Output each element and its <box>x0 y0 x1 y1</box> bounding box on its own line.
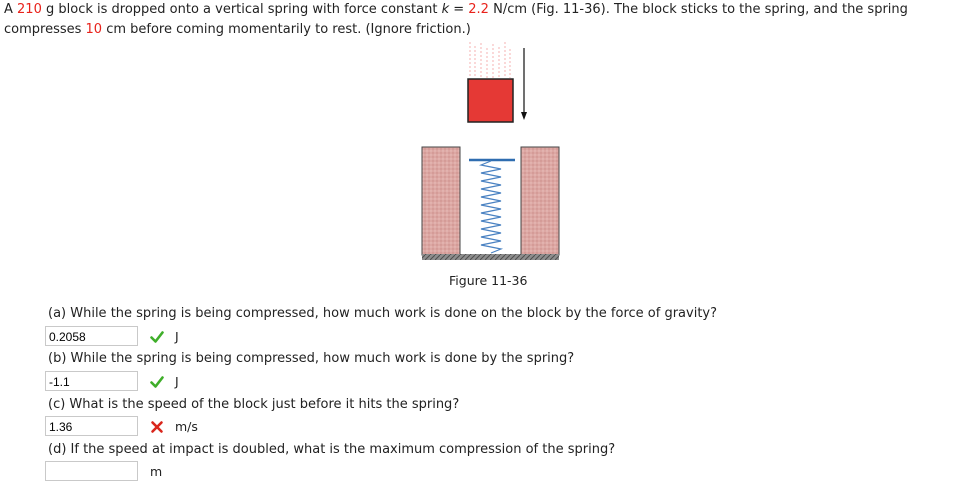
problem-text-3: = <box>449 2 469 17</box>
falling-block <box>468 79 513 122</box>
problem-text-5: cm before coming momentarily to rest. (Ignore friction.) <box>102 22 471 37</box>
compression-value: 10 <box>85 22 103 37</box>
ground <box>422 254 559 260</box>
problem-text-2: g block is dropped onto a vertical spring with force constant <box>41 2 442 17</box>
question-c-label: (c) What is the speed of the block just before it hits the spring? <box>48 397 460 412</box>
checkmark-icon <box>150 375 164 389</box>
question-d-label: (d) If the speed at impact is doubled, what is the maximum compression of the spring? <box>48 442 616 457</box>
answer-d-input[interactable] <box>45 461 138 481</box>
answer-c-unit: m/s <box>175 419 198 434</box>
answer-a-input[interactable] <box>45 326 138 346</box>
answer-a-unit: J <box>175 329 179 344</box>
checkmark-icon <box>150 330 164 344</box>
k-value: 2.2 <box>468 2 489 17</box>
question-b-label: (b) While the spring is being compressed, how much work is done by the spring? <box>48 351 575 366</box>
motion-lines <box>470 42 510 78</box>
problem-text-1: A <box>4 2 18 17</box>
problem-statement <box>4 0 959 40</box>
right-wall <box>521 147 559 255</box>
spring-coil <box>481 161 501 253</box>
answer-d-unit: m <box>150 464 163 479</box>
k-symbol: k <box>441 2 450 17</box>
answer-c-input[interactable] <box>45 416 138 436</box>
mass-value: 210 <box>17 2 42 17</box>
answer-b-input[interactable] <box>45 371 138 391</box>
left-wall <box>422 147 460 255</box>
figure-caption: Figure 11-36 <box>449 273 528 288</box>
cross-icon <box>150 420 164 434</box>
question-a-label: (a) While the spring is being compressed, how much work is done on the block by the force of gravity? <box>48 306 718 321</box>
velocity-arrow <box>521 48 527 120</box>
spring-figure <box>420 40 565 270</box>
problem-text-4: N/cm (Fig. 11-36). The block sticks to the spring, and the spring compresses <box>4 2 908 37</box>
answer-b-unit: J <box>175 374 179 389</box>
